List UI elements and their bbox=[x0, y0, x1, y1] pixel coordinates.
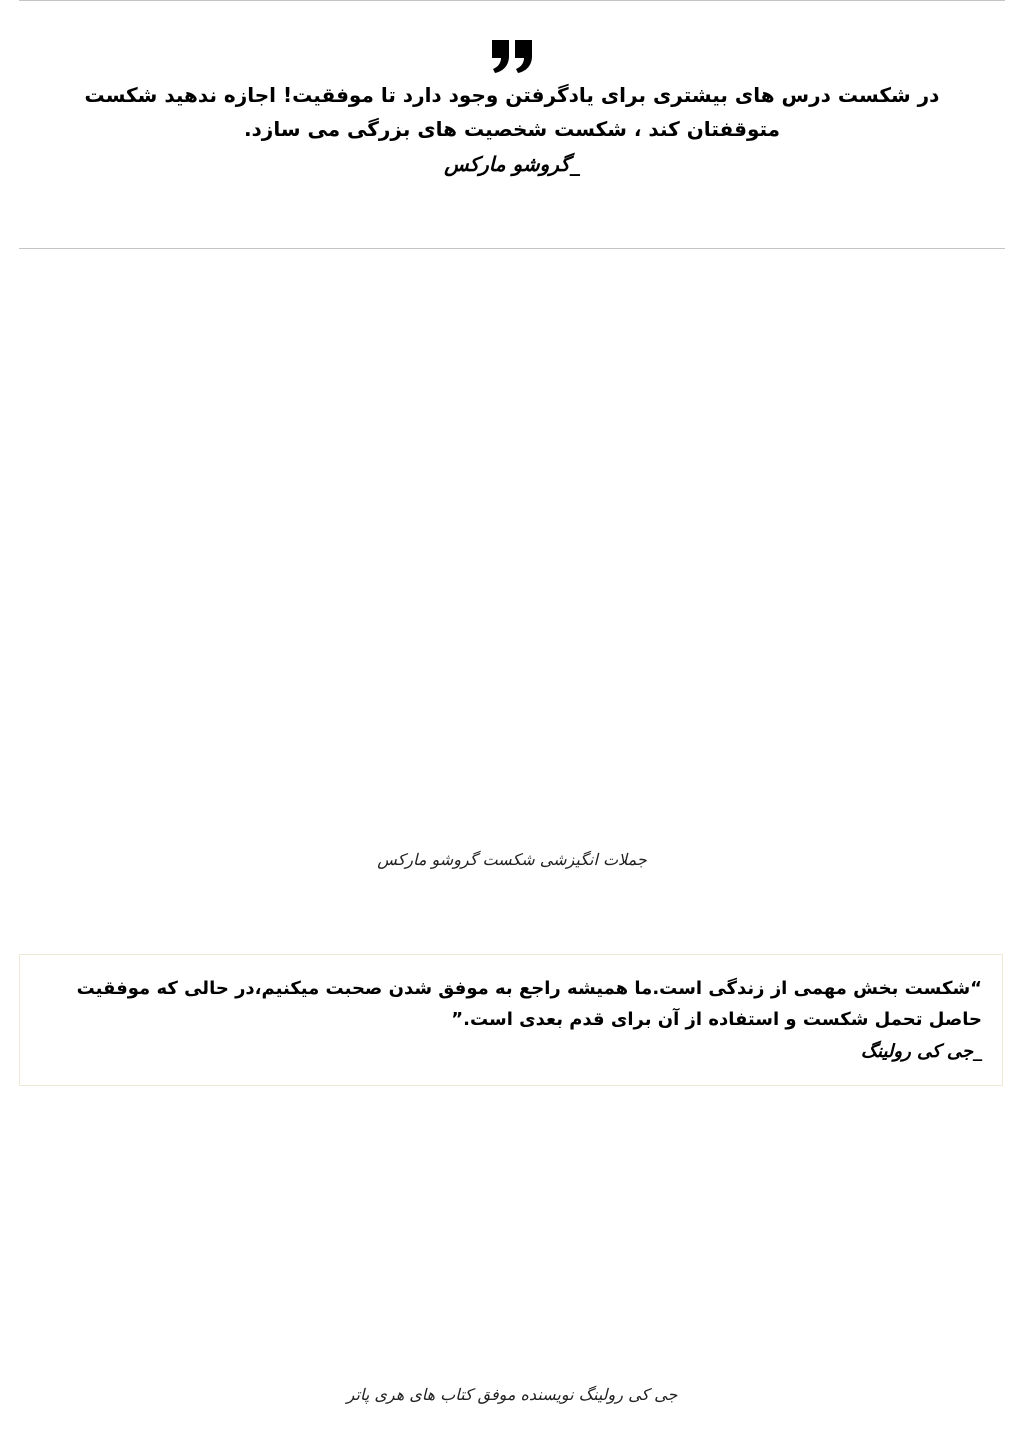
top-divider bbox=[19, 0, 1005, 1]
figure-caption: جملات انگیزشی شکست گروشو مارکس bbox=[377, 850, 647, 869]
quote-author: _جی کی رولینگ bbox=[860, 1041, 982, 1062]
groucho-image bbox=[19, 262, 1005, 832]
quote-divider bbox=[19, 248, 1005, 249]
quote-text: در شکست درس های بیشتری برای یادگرفتن وجود دارد تا موفقیت! اجازه ندهید شکست متوقفتان کند ، شکست شخصیت های بزرگی می سازد. bbox=[84, 83, 940, 141]
closing-quote-icon bbox=[490, 38, 534, 74]
figure-caption: جی کی رولینگ نویسنده موفق کتاب های هری پاتر bbox=[346, 1385, 678, 1404]
boxed-quote-rowling bbox=[19, 954, 1003, 1086]
quote-author: _گروشو مارکس bbox=[444, 152, 580, 176]
rowling-image bbox=[19, 1100, 1005, 1368]
quote-text: “شکست بخش مهمی از زندگی است.ما همیشه راجع به موفق شدن صحبت میکنیم،در حالی که موفقیت حاصل تحمل شکست و استفاده از آن برای قدم بعدی است.” bbox=[76, 978, 982, 1030]
